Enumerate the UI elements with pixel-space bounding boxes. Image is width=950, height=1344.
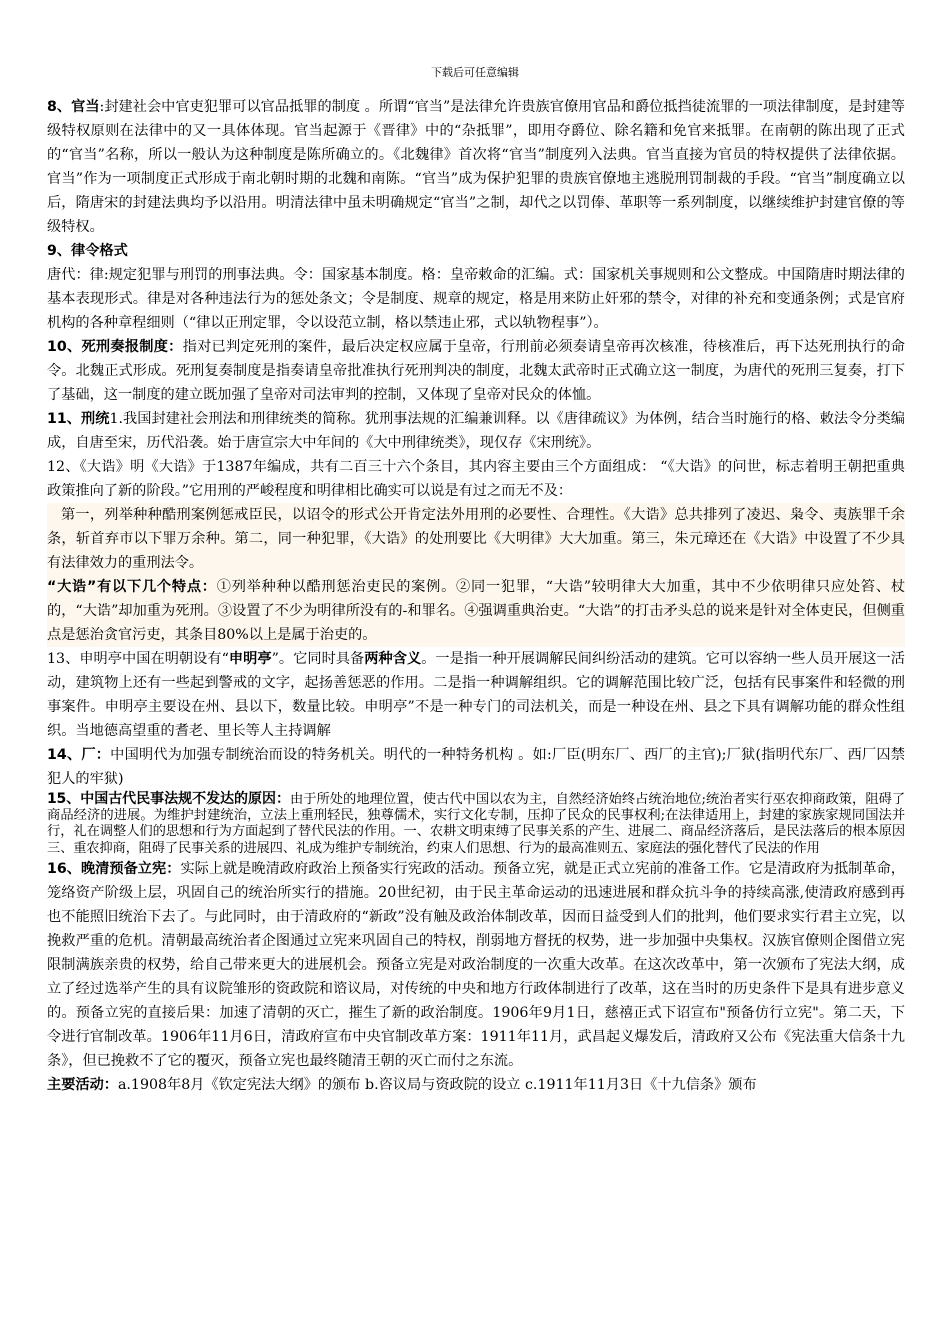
section-12-detail: 第一，列举种种酷刑案例惩戒臣民，以诏令的形式公开肯定法外用刑的必要性、合理性。《大诰》总共排列了凌迟、枭令、夷族罪千余条，斩首弃市以下罪万余种。第二，同一种犯罪，《大诰》的处刑要比《大明律》大大加重。第三，朱元璋还在《大诰》中设置了不少具有法律效力的重刑法令。 (47, 503, 905, 575)
section-8-body: :封建社会中官吏犯罪可以官品抵罪的制度 。所谓“官当”是法律允许贵族官僚用官品和爵位抵挡徒流罪的一项法律制度，是封建等级特权原则在法律中的又一具体体现。官当起源于《晋律》中的“杂抵罪”，即用夺爵位、除名籍和免官来抵罪。在南朝的陈出现了正式的“官当”名称，所以一般认为这种制度是陈所确立的。《北魏律》首次将“官当”制度列入法典。官当直接为官员的特权提供了法律依据。官当”作为一项制度正式形成于南北朝时期的北魏和南陈。“官当”成为保护犯罪的贵族官僚地主逃脱刑罚制裁的手段。“官当”制度确立以后，隋唐宋的封建法典均予以沿用。明清法律中虽未明确规定“官当”之制，却代之以罚俸、革职等一系列制度，以继续维护封建官僚的等级特权。 (47, 99, 905, 235)
section-14-body: 中国明代为加强专制统治而设的特务机关。明代的一种特务机构 。如:厂臣(明东厂、西厂的主官);厂狱(指明代东厂、西厂囚禁犯人的牢狱) (47, 747, 905, 787)
section-13-part3: 。一是指一种开展调解民间纠纷活动的建筑。它可以容纳一些人员开展这一活动，建筑物上还有一些起到警戒的文字，起扬善惩恶的作用。二是指一种调解组织。它的调解范围比较广泛，包括有民事案件和轻微的刑事案件。申明亭主要设在州、县以下，数量比较。申明亭”不是一种专门的司法机关，而是一种设在州、县之下具有调解功能的群众性组织。当地德高望重的耆老、里长等人主持调解 (47, 651, 905, 739)
main-activities-title: 主要活动： (47, 1076, 118, 1093)
section-15-body: 由于所处的地理位置，使古代中国以农为主，自然经济始终占统治地位;统治者实行巫农抑商政策，阻碍了商品经济的进展。为维护封建统治，立法上重刑轻民，独尊儒术，实行文化专制，压抑了民众的民事权利;在法律适用上，封建的家族家规同国法并行，礼在调整人们的思想和行为方面起到了替代民法的作用。一、农耕文明束缚了民事关系的产生、进展二、商品经济落后，是民法落后的根本原因三、重农抑商，阻碍了民事关系的进展四、礼成为维护专制统治，约束人们思想、行为的最高准则五、家庭法的强化替代了民法的作用 (47, 792, 905, 856)
section-8 (47, 95, 905, 239)
section-12-feature-body: ①列举种种以酷刑惩治吏民的案例。②同一犯罪，“大诰”较明律大大加重，其中不少依明律只应处笞、杖的，“大诰”却加重为死刑。③设置了不少为明律所没有的-和罪名。④强调重典治吏。“大诰”的打击矛头总的说来是针对全体吏民，但侧重点是惩治贪官污吏，其条目80%以上是属于治吏的。 (47, 579, 906, 643)
section-16 (47, 857, 905, 1073)
section-11 (47, 407, 905, 455)
section-11-title: 11、刑统 (47, 411, 110, 427)
section-14 (47, 743, 905, 791)
section-15 (47, 791, 905, 857)
section-16-title: 16、晚清预备立宪： (47, 860, 181, 877)
page-header: 下载后可任意编辑 (431, 66, 519, 79)
section-10-title: 10、死刑奏报制度： (47, 339, 183, 355)
section-13-bold2: 两种含义 (364, 651, 422, 667)
main-activities-body: a.1908年8月《钦定宪法大纲》的颁布 b.咨议局与资政院的设立 c.1911年11月3日《十九信条》颁布 (117, 1076, 757, 1093)
section-12-features (47, 575, 905, 647)
section-8-title: 8、官当 (47, 99, 100, 115)
section-13-part1: 13、申明亭中国在明朝设有“ (47, 651, 229, 667)
section-15-title: 15、中国古代民事法规不发达的原因： (47, 791, 290, 807)
section-12-intro: 12、《大诰》明《大诰》于1387年编成，共有二百三十六个条目，其内容主要由三个方面组成： “《大诰》的问世，标志着明王朝把重典政策推向了新的阶段。”它用刑的严峻程度和明律相比确实可以说是有过之而无不及： (47, 459, 905, 499)
section-16-body: 实际上就是晚清政府政治上预备实行宪政的活动。预备立宪，就是正式立宪前的准备工作。它是清政府为抵制革命，笼络资产阶级上层，巩固自己的统治所实行的措施。20世纪初，由于民主革命运动的迅速进展和群众抗斗争的持续高涨,使清政府感到再也不能照旧统治下去了。与此同时，由于清政府的“新政”没有触及政治体制改革，因而日益受到人们的批判，他们要求实行君主立宪，以挽救严重的危机。清朝最高统治者企图通过立宪来巩固自己的特权，削弱地方督抚的权势，进一步加强中央集权。汉族官僚则企图借立宪限制满族亲贵的权势，给自己带来更大的进展机会。预备立宪是对政治制度的一次重大改革。在这次改革中，第一次颁布了宪法大纲，成立了经过选举产生的具有议院雏形的资政院和谘议局，对传统的中央和地方行政体制进行了改革，这在当时的历史条件下是具有进步意义的。预备立宪的直接后果：加速了清朝的灭亡，摧生了新的政治制度。1906年9月1日，慈禧正式下诏宣布"预备仿行立宪"。第二天，下令进行官制改革。1906年11月6日，清政府宣布中央官制改革方案：1911年11月，武昌起义爆发后，清政府又公布《宪法重大信条十九条》，但已挽救不了它的覆灭，预备立宪也最终随清王朝的灭亡而付之东流。 (47, 860, 905, 1069)
section-10 (47, 335, 905, 407)
section-9-body: 唐代：律:规定犯罪与刑罚的刑事法典。令：国家基本制度。格：皇帝敕命的汇编。式：国家机关事规则和公文整成。中国隋唐时期法律的基本表现形式。律是对各种违法行为的惩处条文；令是制度、规章的规定，格是用来防止奸邪的禁令，对律的补充和变通条例；式是官府机构的各种章程细则（“律以正刑定罪，令以设范立制，格以禁违止邪，式以轨物程事”）。 (47, 267, 905, 331)
section-12-feature-title: “大诰”有以下几个特点： (47, 579, 217, 595)
section-13 (47, 647, 905, 743)
section-13-part2: ”。它同时具备 (271, 651, 365, 667)
section-10-body: 指对已判定死刑的案件，最后决定权应属于皇帝，行刑前必须奏请皇帝再次核准，待核准后，再下达死刑执行的命令。北魏正式形成。死刑复奏制度是指奏请皇帝批准执行死刑判决的制度，北魏太武帝时正式确立这一制度，为唐代的死刑三复奏，打下了基础，这一制度的建立既加强了皇帝对司法审判的控制，又体现了皇帝对民众的体恤。 (47, 339, 905, 403)
document-body (47, 95, 905, 1097)
section-14-title: 14、厂： (47, 747, 111, 763)
section-9-title: 9、律令格式 (47, 243, 128, 259)
section-11-body: 1.我国封建社会刑法和刑律统类的简称。犹刑事法规的汇编兼训释。以《唐律疏议》为体例，结合当时施行的格、敕法令分类编成，自唐至宋，历代沿袭。始于唐宣宗大中年间的《大中刑律统类》，现仅存《宋刑统》。 (47, 411, 905, 451)
section-13-bold1: 申明亭 (228, 651, 272, 667)
main-activities (47, 1073, 905, 1097)
